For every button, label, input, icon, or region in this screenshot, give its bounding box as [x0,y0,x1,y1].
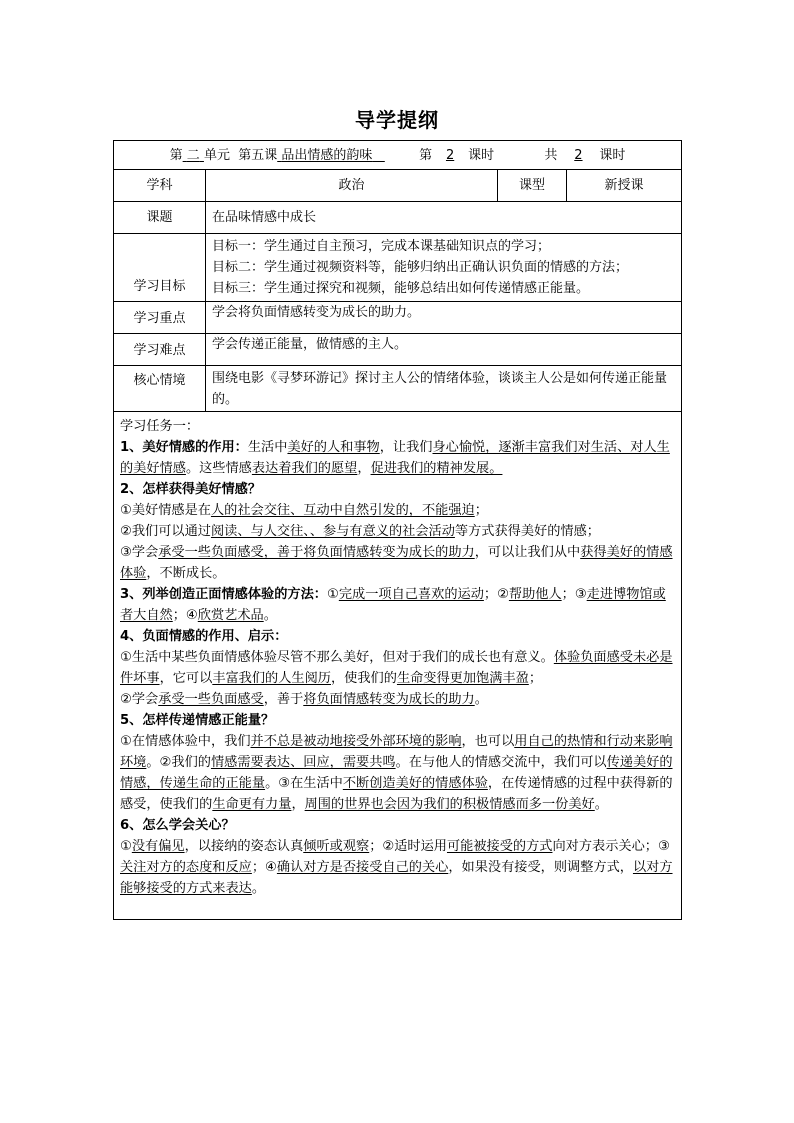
section-4-heading: 4、负面情感的作用、启示： [120,629,288,644]
lesson-type-value: 新授课 [567,170,682,202]
total-number: 2 [574,147,583,163]
period-suffix: 课时 [468,147,495,163]
difficulty-row [114,334,682,366]
scenario-row [114,366,682,412]
subject-label: 学科 [114,170,206,202]
key-point-row [114,302,682,334]
section-5-heading: 5、怎样传递情感正能量？ [120,713,275,728]
goal-item: 目标二：学生通过视频资料等，能够归纳出正确认识负面的情感的方法； [212,260,629,275]
subject-row [114,170,682,202]
topic-row [114,202,682,234]
section-2-item: ③学会承受一些负面感受，善于将负面情感转变为成长的助力，可以让我们从中获得美好的情感体验，不断成长。 [120,545,673,581]
guide-table [113,140,682,920]
section-5-item: ①在情感体验中，我们并不总是被动地接受外部环境的影响，也可以用自己的热情和行动来影响环境。②我们的情感需要表达、回应，需要共鸣。在与他人的情感交流中，我们可以传递美好的情感，传递生命的正能量。③在生活中不断创造美好的情感体验，在传递情感的过程中获得新的感受，使我们的生命更有力量，周围的世界也会因为我们的积极情感而多一份美好。 [120,734,673,812]
difficulty-value: 学会传递正能量，做情感的主人。 [206,334,682,366]
task-content [114,412,682,920]
task-row [114,412,682,920]
subject-value: 政治 [206,170,498,202]
section-6-heading: 6、怎么学会关心？ [120,818,235,833]
section-4-item: ①生活中某些负面情感体验尽管不那么美好，但对于我们的成长也有意义。体验负面感受未必是件坏事，它可以丰富我们的人生阅历，使我们的生命变得更加饱满丰盈； [120,650,673,686]
section-3: 3、列举创造正面情感体验的方法：①完成一项自己喜欢的运动；②帮助他人；③走进博物馆或者大自然；④欣赏艺术品。 [120,587,666,623]
section-1-heading: 1、美好情感的作用： [120,440,248,455]
goals-value [206,234,682,302]
lesson-name: 品出情感的韵味 [281,147,373,163]
section-2-item: ①美好情感是在人的社会交往、互动中自然引发的，不能强迫； [120,503,488,518]
section-2-item: ②我们可以通过阅读、与人交往、、参与有意义的社会活动等方式获得美好的情感； [120,524,600,539]
section-1: 1、美好情感的作用：生活中美好的人和事物，让我们身心愉悦，逐渐丰富我们对生活、对人生的美好情感。这些情感表达着我们的愿望，促进我们的精神发展。 [120,440,670,476]
period-prefix: 第 [419,147,433,163]
unit-suffix: 单元 [203,147,230,163]
scenario-value: 围绕电影《寻梦环游记》探讨主人公的情绪体验，谈谈主人公是如何传递正能量的。 [206,366,682,412]
total-prefix: 共 [544,147,558,163]
goals-label: 学习目标 [114,234,206,302]
goal-item: 目标一：学生通过自主预习，完成本课基础知识点的学习； [212,239,551,254]
section-3-heading: 3、列举创造正面情感体验的方法： [120,587,327,602]
task-heading: 学习任务一： [120,419,200,434]
goals-row [114,234,682,302]
goal-item: 目标三：学生通过探究和视频，能够总结出如何传递情感正能量。 [212,281,590,296]
topic-value: 在品味情感中成长 [206,202,682,234]
total-suffix: 课时 [599,147,626,163]
difficulty-label: 学习难点 [114,334,206,366]
page-title: 导学提纲 [355,108,439,132]
period-number: 2 [445,147,455,163]
scenario-label: 核心情境 [114,366,206,412]
header-row [114,141,682,170]
section-4-item: ②学会承受一些负面感受，善于将负面情感转变为成长的助力。 [120,692,488,707]
section-2-heading: 2、怎样获得美好情感？ [120,482,262,497]
key-point-label: 学习重点 [114,302,206,334]
unit-prefix: 第 [169,147,183,163]
key-point-value: 学会将负面情感转变为成长的助力。 [206,302,682,334]
topic-label: 课题 [114,202,206,234]
unit-number: 二 [186,147,200,163]
lesson-header-cell [114,141,682,170]
lesson-label: 第五课 [238,147,278,163]
lesson-type-label: 课型 [498,170,567,202]
section-6-item: ①没有偏见，以接纳的姿态认真倾听或观察；②适时运用可能被接受的方式向对方表示关心；③关注对方的态度和反应；④确认对方是否接受自己的关心，如果没有接受，则调整方式，以对方能够接受的方式来表达。 [120,839,673,896]
